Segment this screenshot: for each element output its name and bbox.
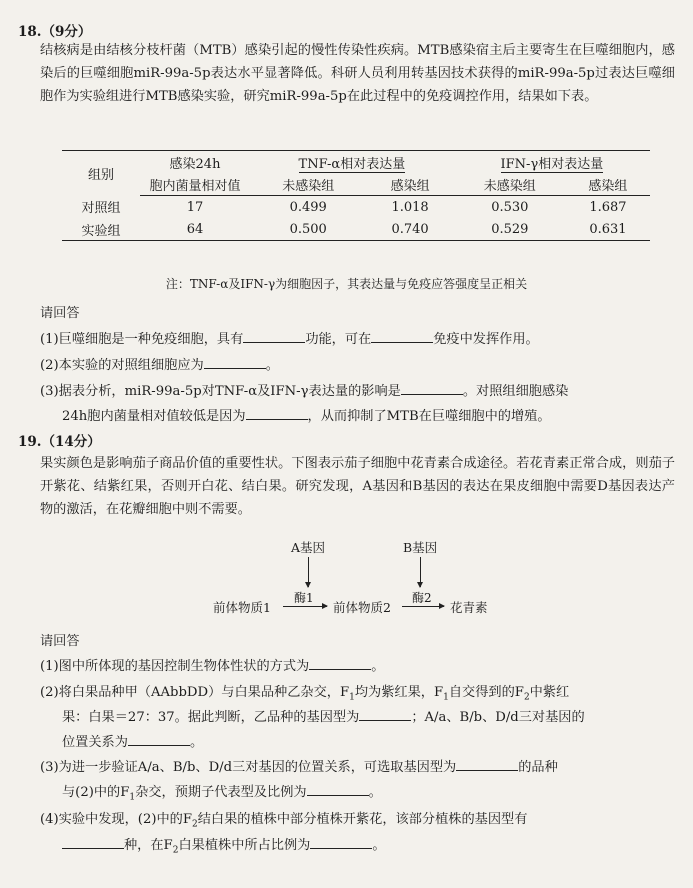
q19-subq-2-cont: 果：白果＝27：37。据此判断，乙品种的基因型为 ；A/a、B/b、D/d三对基因的 — [62, 710, 585, 725]
table-row — [62, 218, 650, 241]
precursor-2: 前体物质2 — [333, 600, 391, 615]
sub-uninfected-tnf: 未感染组 — [250, 173, 366, 196]
table-row — [62, 196, 650, 219]
q18-results-table — [62, 150, 650, 241]
q18-subq-3: (3)据表分析，miR-99a-5p对TNF-α及IFN-γ表达量的影响是 。对照组细胞感染 — [40, 384, 569, 399]
q18-subq-1: (1)巨噬细胞是一种免疫细胞，具有 功能，可在 免疫中发挥作用。 — [40, 332, 539, 347]
sub-uninfected-ifn: 未感染组 — [454, 173, 566, 196]
row-group: 实验组 — [62, 218, 140, 241]
row-tnf-infected: 1.018 — [391, 199, 429, 215]
answer-blank[interactable] — [204, 356, 266, 369]
anthocyanin-pathway-diagram — [0, 534, 693, 624]
q19-intro: 果实颜色是影响茄子商品价值的重要性状。下图表示茄子细胞中花青素合成途径。若花青素正常合成，则茄子开紫花、结紫红果，否则开白花、结白果。研究发现，A基因和B基因的表达在果皮细胞中需要D基因表达产物的激活，在花瓣细胞中则不需要。 — [40, 456, 675, 517]
q19-subq-4: (4)实验中发现，(2)中的$F_2$结白果的植株中部分植株开紫花，该部分植株的基因型有 — [40, 812, 528, 830]
q18-table-note: 注：TNF-α及IFN-γ为细胞因子，其表达量与免疫应答强度呈正相关 — [165, 277, 528, 291]
sub-infected-tnf: 感染组 — [366, 173, 453, 196]
precursor-1: 前体物质1 — [213, 600, 271, 615]
answer-blank[interactable] — [246, 407, 308, 420]
row-ifn-uninfected: 0.530 — [491, 199, 529, 215]
answer-blank[interactable] — [62, 836, 124, 849]
answer-blank[interactable] — [456, 758, 518, 771]
row-tnf-uninfected: 0.499 — [289, 199, 327, 215]
answer-blank[interactable] — [309, 657, 371, 670]
gene-b-arrow — [420, 557, 421, 587]
enzyme-2-label: 酶2 — [412, 591, 432, 605]
q19-subq-3: (3)为进一步验证A/a、B/b、D/d三对基因的位置关系，可选取基因型为 的品种 — [40, 760, 558, 775]
row-tnf-infected: 0.740 — [366, 218, 453, 241]
answer-blank[interactable] — [128, 733, 190, 746]
q18-intro: 结核病是由结核分枝杆菌（MTB）感染引起的慢性传染性疾病。MTB感染宿主后主要寄生在巨噬细胞内，感染后的巨噬细胞miR-99a-5p表达水平显著降低。科研人员利用转基因技术获得的miR-99a-5p过表达巨噬细胞作为实验组进行MTB感染实验，研究miR-99a-5p在此过程中的免疫调控作用，结果如下表。 — [40, 43, 675, 104]
q19-prompt: 请回答 — [40, 634, 80, 649]
q19-subq-2-cont2: 位置关系为 。 — [62, 735, 204, 750]
enzyme-1-arrow — [283, 606, 327, 607]
sub-infected-ifn: 感染组 — [566, 173, 650, 196]
enzyme-1-label: 酶1 — [294, 591, 314, 605]
row-count: 17 — [186, 199, 204, 215]
answer-blank[interactable] — [310, 836, 372, 849]
gene-a-label: A基因 — [291, 540, 326, 555]
q19-subq-4-cont: 种，在$F_2$白果植株中所占比例为 。 — [62, 834, 386, 856]
answer-blank[interactable] — [359, 708, 411, 721]
header-tnf: TNF-α相对表达量 — [250, 151, 454, 174]
header-count-2: 胞内菌量相对值 — [140, 173, 250, 196]
q19-number: 19.（14分） — [18, 434, 101, 450]
row-count: 64 — [140, 218, 250, 241]
q18-prompt: 请回答 — [40, 306, 80, 321]
header-ifn: IFN-γ相对表达量 — [454, 151, 650, 174]
anthocyanin-product: 花青素 — [450, 600, 488, 615]
q19-subq-3-cont: 与(2)中的$F_1$杂交，预期子代表型及比例为 。 — [62, 785, 382, 803]
q19-subq-2: (2)将白果品种甲（AAbbDD）与白果品种乙杂交，$F_1$均为紫红果，$F_1$自交得到的$F_2$中紫红 — [40, 685, 570, 703]
header-group: 组别 — [62, 151, 140, 196]
answer-blank[interactable] — [307, 783, 369, 796]
row-ifn-infected: 1.687 — [589, 199, 627, 215]
answer-blank[interactable] — [401, 382, 463, 395]
answer-blank[interactable] — [371, 330, 433, 343]
row-ifn-uninfected: 0.529 — [454, 218, 566, 241]
q18-subq-3-cont: 24h胞内菌量相对值较低是因为 ，从而抑制了MTB在巨噬细胞中的增殖。 — [62, 409, 551, 424]
row-tnf-uninfected: 0.500 — [250, 218, 366, 241]
q18-subq-2: (2)本实验的对照组细胞应为 。 — [40, 358, 279, 373]
enzyme-2-arrow — [402, 606, 444, 607]
row-ifn-infected: 0.631 — [566, 218, 650, 241]
gene-a-arrow — [308, 557, 309, 587]
header-count-1: 感染24h — [140, 151, 250, 174]
row-group: 对照组 — [81, 201, 121, 217]
answer-blank[interactable] — [243, 330, 305, 343]
q18-number: 18.（9分） — [18, 24, 92, 40]
q19-subq-1: (1)图中所体现的基因控制生物体性状的方式为 。 — [40, 659, 385, 674]
gene-b-label: B基因 — [403, 540, 438, 555]
